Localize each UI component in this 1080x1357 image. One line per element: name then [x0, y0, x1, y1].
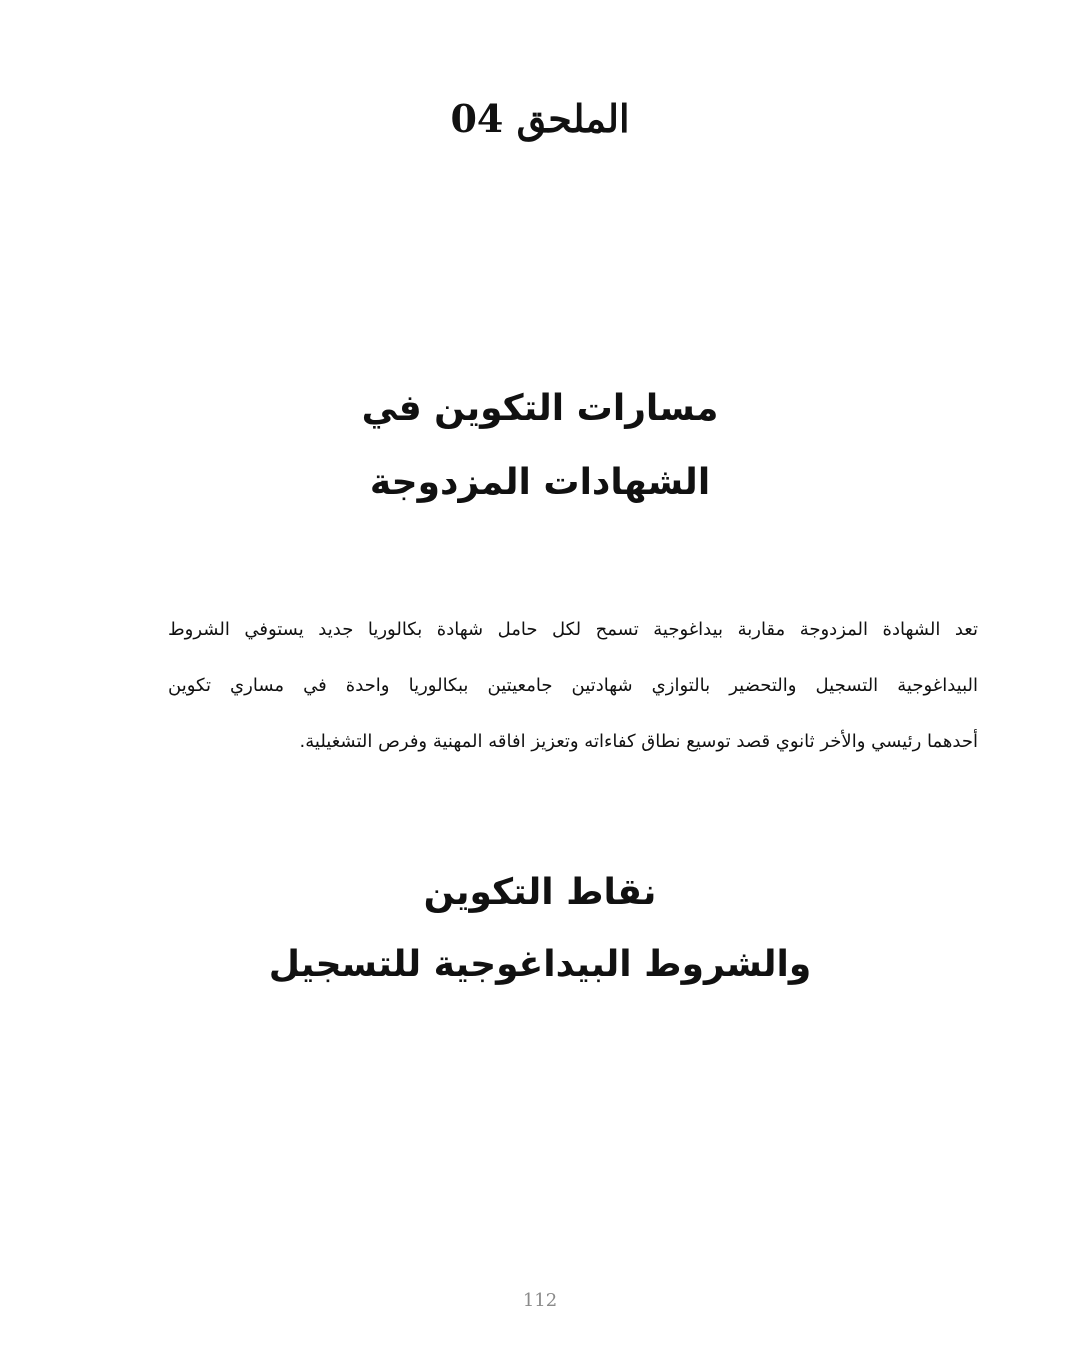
paragraph-line: أحدهما رئيسي والأخر ثانوي قصد توسيع نطاق كفاءاته وتعزيز افاقه المهنية وفرص التشغيلية. — [299, 731, 978, 752]
annex-title: الملحق 04 — [450, 96, 630, 141]
section-title-training-paths-line2: الشهادات المزدوجة — [369, 462, 711, 503]
paragraph-line: البيداغوجية التسجيل والتحضير بالتوازي شهادتين جامعيتين ببكالوريا واحدة في مساري تكوين — [168, 675, 978, 696]
page-number: 112 — [522, 1290, 558, 1311]
section-title-training-paths-line1: مسارات التكوين في — [361, 388, 719, 429]
section-title-training-points-line1: نقاط التكوين — [423, 872, 657, 913]
section-title-training-points-line2: والشروط البيداغوجية للتسجيل — [268, 944, 812, 985]
body-paragraph — [168, 602, 978, 770]
paragraph-line: تعد الشهادة المزدوجة مقاربة بيداغوجية تسمح لكل حامل شهادة بكالوريا جديد يستوفي الشروط — [168, 619, 978, 640]
